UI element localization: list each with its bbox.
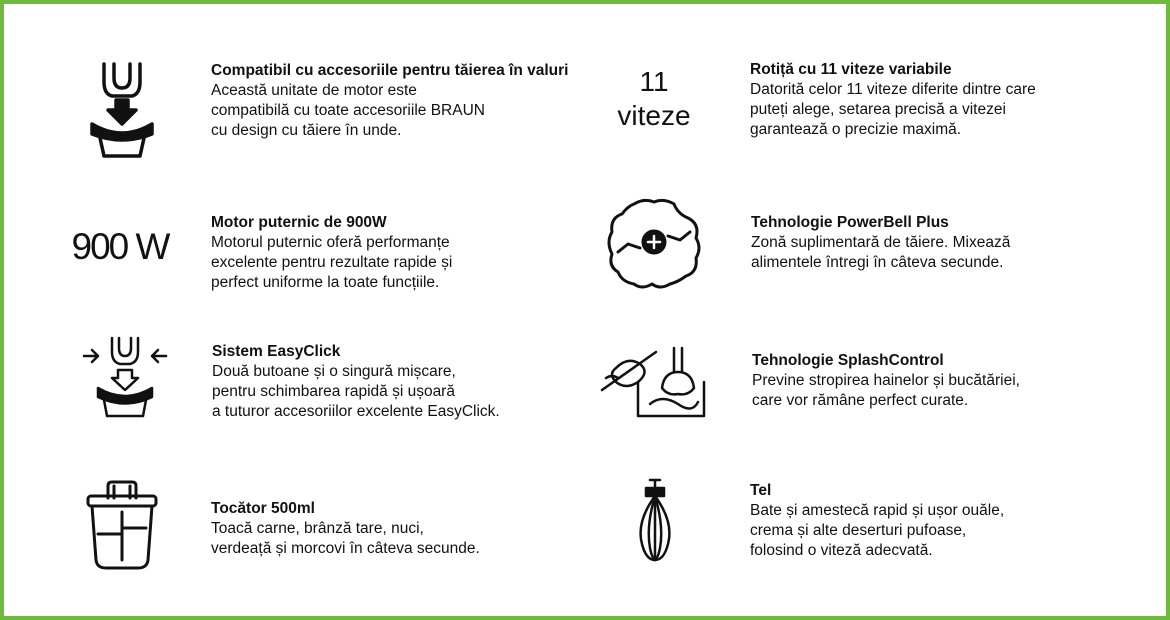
- feature-title: Compatibil cu accesoriile pentru tăierea în valuri: [211, 62, 569, 79]
- feature-title: Tel: [750, 482, 772, 499]
- speed-label-text: viteze: [617, 100, 691, 131]
- feature-description-line: alimentele întregi în câteva secunde.: [751, 254, 1004, 271]
- feature-title: Tehnologie PowerBell Plus: [751, 214, 949, 231]
- feature-description-line: Previne stropirea hainelor și bucătăriei,: [752, 372, 1020, 389]
- feature-description-line: crema și alte deserturi pufoase,: [750, 522, 967, 539]
- feature-description-line: Bate și amestecă rapid și ușor ouăle,: [750, 502, 1005, 519]
- feature-description-line: compatibilă cu toate accesoriile BRAUN: [211, 102, 485, 119]
- power-rating-text: 900 W: [71, 226, 169, 267]
- chopper-bowl-icon: [84, 480, 160, 572]
- feature-description-line: Toacă carne, brânză tare, nuci,: [211, 520, 424, 537]
- feature-description-line: Două butoane și o singură mișcare,: [212, 363, 456, 380]
- feature-description-line: Zonă suplimentară de tăiere. Mixează: [751, 234, 1011, 251]
- feature-description-line: a tuturor accesoriilor excelente EasyClick.: [212, 403, 500, 420]
- feature-description-line: Motorul puternic oferă performanțe: [211, 234, 450, 251]
- feature-title: Tocător 500ml: [211, 500, 315, 517]
- splash-control-icon: [598, 344, 708, 418]
- powerbell-plus-icon: [604, 196, 704, 290]
- feature-description-line: cu design cu tăiere în unde.: [211, 122, 402, 139]
- feature-title: Motor puternic de 900W: [211, 214, 387, 231]
- wave-blade-accessory-icon: [86, 60, 158, 160]
- feature-description-line: perfect uniforme la toate funcțiile.: [211, 274, 440, 291]
- feature-description-line: puteți alege, setarea precisă a vitezei: [750, 101, 1006, 118]
- feature-description-line: verdeață și morcovi în câteva secunde.: [211, 540, 480, 557]
- speed-count-text: 11: [639, 66, 669, 97]
- whisk-icon: [632, 478, 678, 564]
- easyclick-icon: [80, 334, 170, 420]
- feature-description-line: Datorită celor 11 viteze diferite dintre care: [750, 81, 1036, 98]
- feature-description-line: folosind o viteză adecvată.: [750, 542, 933, 559]
- feature-title: Rotiță cu 11 viteze variabile: [750, 61, 952, 78]
- feature-description-line: care vor rămâne perfect curate.: [752, 392, 969, 409]
- feature-description-line: excelente pentru rezultate rapide și: [211, 254, 453, 271]
- feature-title: Sistem EasyClick: [212, 343, 341, 360]
- feature-description-line: garantează o precizie maximă.: [750, 121, 962, 138]
- feature-title: Tehnologie SplashControl: [752, 352, 944, 369]
- feature-description-line: pentru schimbarea rapidă și ușoară: [212, 383, 455, 400]
- feature-description-line: Această unitate de motor este: [211, 82, 417, 99]
